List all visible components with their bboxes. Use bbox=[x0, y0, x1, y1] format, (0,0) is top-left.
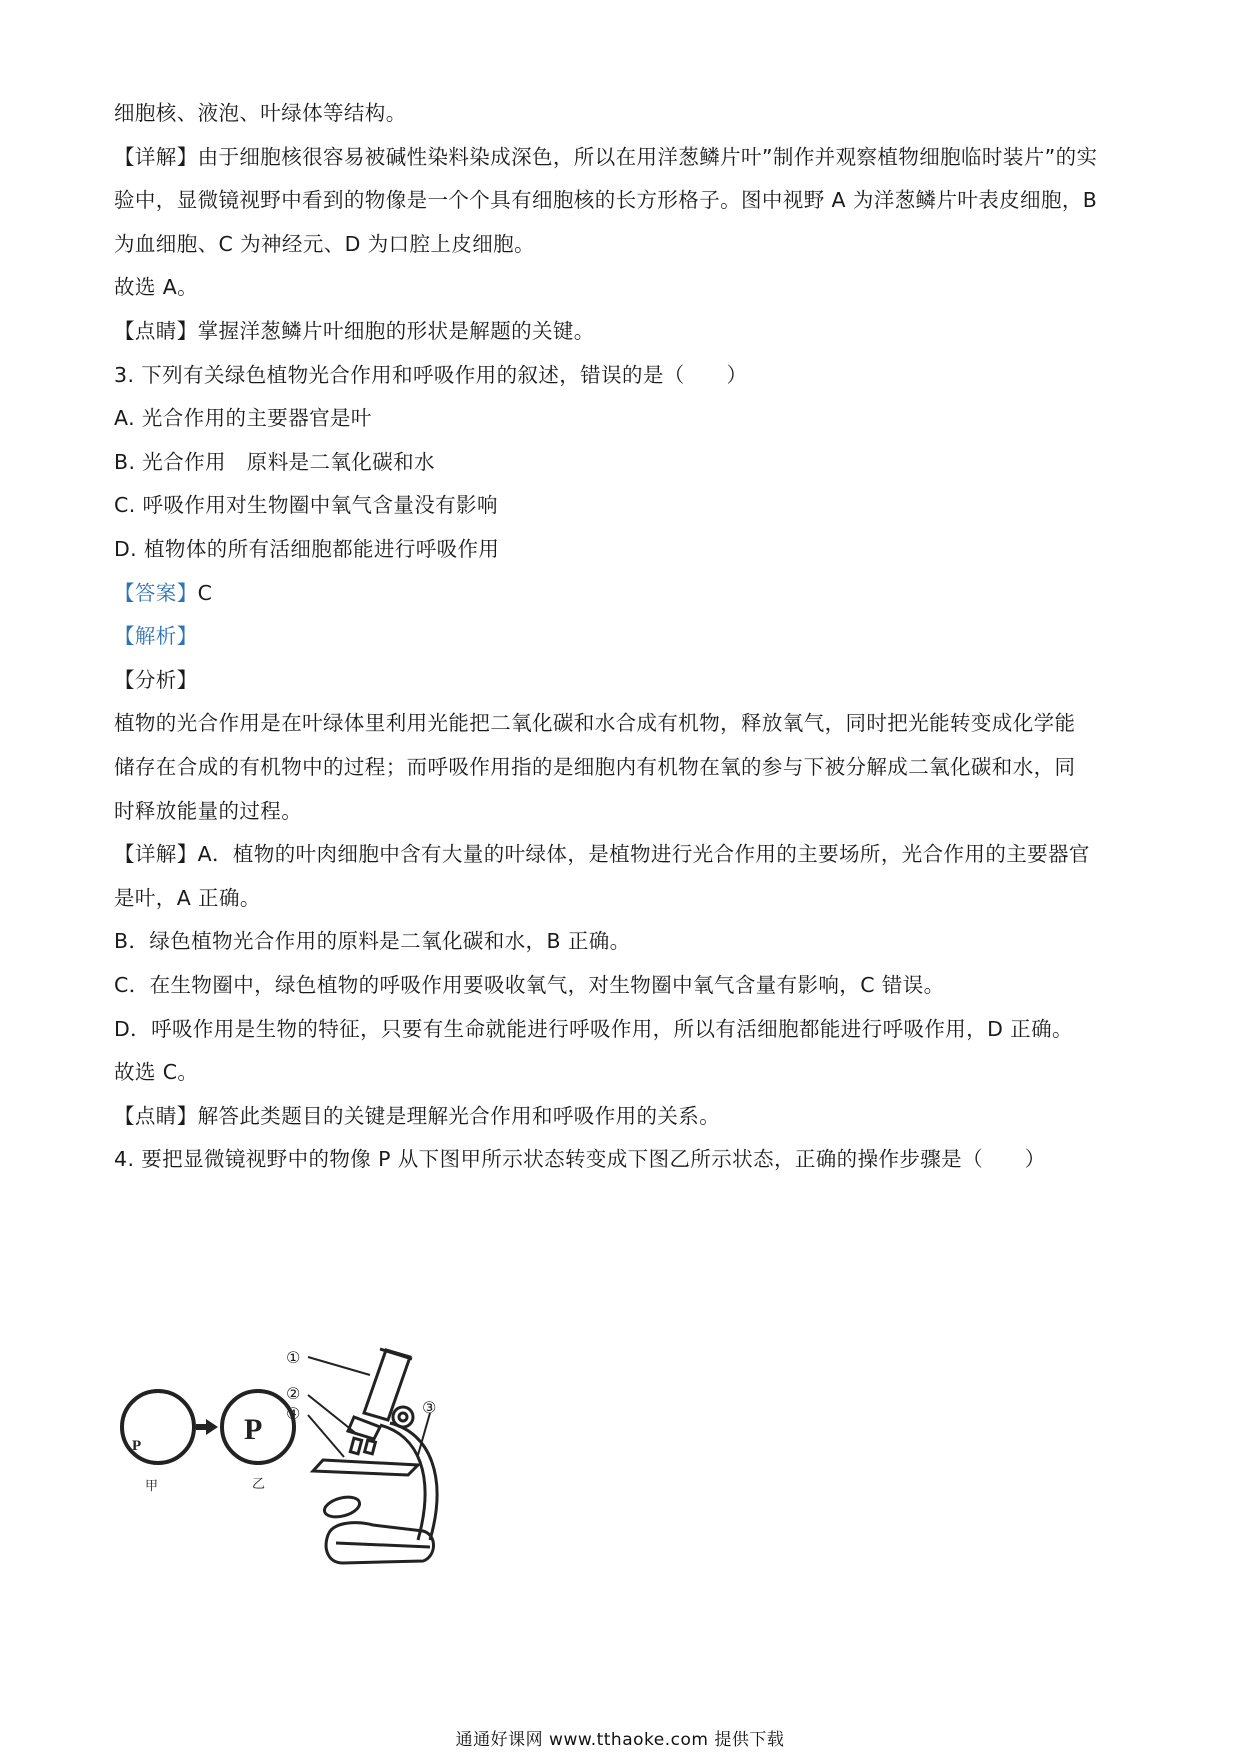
text-line: 【详解】A．植物的叶肉细胞中含有大量的叶绿体，是植物进行光合作用的主要场所，光合作用的主要器官 bbox=[114, 842, 1090, 867]
arrow-icon bbox=[196, 1419, 218, 1435]
text-line: C. 呼吸作用对生物圈中氧气含量没有影响 bbox=[114, 493, 498, 518]
text-line: 植物的光合作用是在叶绿体里利用光能把二氧化碳和水合成有机物，释放氧气，同时把光能转变成化学能 bbox=[114, 711, 1076, 736]
answer-value: C bbox=[197, 580, 213, 605]
answer-line bbox=[114, 578, 212, 608]
answer-line bbox=[114, 621, 198, 651]
label-yi: 乙 bbox=[252, 1477, 266, 1492]
text-line: 故选 A。 bbox=[114, 275, 199, 300]
text-line: 【点睛】解答此类题目的关键是理解光合作用和呼吸作用的关系。 bbox=[114, 1103, 721, 1128]
text-line: 细胞核、液泡、叶绿体等结构。 bbox=[114, 101, 407, 125]
text-line: 4. 要把显微镜视野中的物像 P 从下图甲所示状态转变成下图乙所示状态，正确的操作步骤是（ ） bbox=[114, 1147, 1046, 1172]
text-line: B. 光合作用 原料是二氧化碳和水 bbox=[114, 449, 435, 474]
marker-4: ④ bbox=[286, 1404, 301, 1423]
small-p-label: P bbox=[132, 1438, 142, 1454]
figure-svg bbox=[118, 1335, 538, 1575]
text-line: D．呼吸作用是生物的特征，只要有生命就能进行呼吸作用，所以有活细胞都能进行呼吸作用，D 正确。 bbox=[114, 1016, 1073, 1041]
text-line: 为血细胞、C 为神经元、D 为口腔上皮细胞。 bbox=[114, 231, 535, 256]
marker-1: ① bbox=[286, 1348, 301, 1367]
text-line: C．在生物圈中，绿色植物的呼吸作用要吸收氧气，对生物圈中氧气含量有影响，C 错误。 bbox=[114, 973, 945, 997]
answer-label: 【答案】 bbox=[114, 580, 198, 605]
microscope-icon bbox=[313, 1349, 437, 1563]
text-line: 【点睛】掌握洋葱鳞片叶细胞的形状是解题的关键。 bbox=[114, 319, 595, 343]
text-line: 3. 下列有关绿色植物光合作用和呼吸作用的叙述，错误的是（ ） bbox=[114, 362, 748, 387]
text-line: A. 光合作用的主要器官是叶 bbox=[114, 406, 372, 431]
page-footer: 通通好课网 www.tthaoke.com 提供下载 bbox=[455, 1730, 785, 1750]
label-jia: 甲 bbox=[145, 1479, 159, 1494]
text-line: 【分析】 bbox=[114, 667, 198, 692]
text-line: 【详解】由于细胞核很容易被碱性染料染成深色，所以在用洋葱鳞片叶”制作并观察植物细胞临时装片”的实 bbox=[114, 144, 1098, 169]
big-p-label: P bbox=[244, 1413, 263, 1446]
text-line: B．绿色植物光合作用的原料是二氧化碳和水，B 正确。 bbox=[114, 929, 631, 954]
marker-2: ② bbox=[286, 1384, 301, 1403]
answer-label: 【解析】 bbox=[114, 624, 198, 649]
text-line: D. 植物体的所有活细胞都能进行呼吸作用 bbox=[114, 537, 500, 561]
text-line: 故选 C。 bbox=[114, 1060, 199, 1085]
marker-3: ③ bbox=[422, 1398, 437, 1417]
text-line: 时释放能量的过程。 bbox=[114, 798, 303, 823]
text-line: 是叶，A 正确。 bbox=[114, 885, 261, 910]
text-line: 储存在合成的有机物中的过程；而呼吸作用指的是细胞内有机物在氧的参与下被分解成二氧化碳和水，同 bbox=[114, 755, 1076, 779]
microscope-figure bbox=[118, 1335, 538, 1575]
text-line: 验中，显微镜视野中看到的物像是一个个具有细胞核的长方形格子。图中视野 A 为洋葱鳞片叶表皮细胞，B bbox=[114, 188, 1098, 213]
